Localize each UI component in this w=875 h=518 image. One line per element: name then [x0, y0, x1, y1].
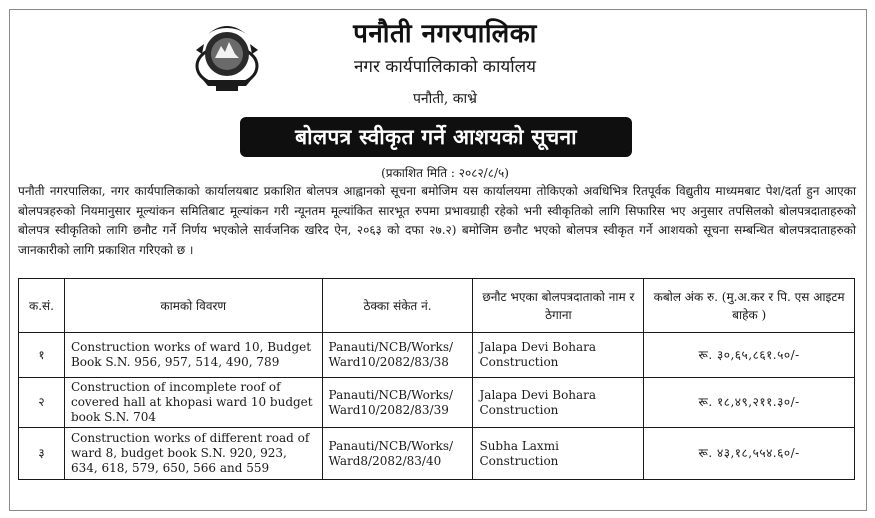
header-work-description: कामको विवरण [64, 279, 322, 333]
table-row [19, 333, 855, 378]
notice-banner-text: बोलपत्र स्वीकृत गर्ने आशयको सूचना [295, 125, 577, 149]
row-contract-number: Panauti/NCB/Works/ Ward10/2082/83/39 [322, 378, 473, 428]
table-row [19, 378, 855, 428]
table-header-row [19, 279, 855, 333]
notice-body-text: पनौती नगरपालिका, नगर कार्यपालिकाको कार्यालयबाट प्रकाशित बोलपत्र आह्वानको सूचना बमोजिम यस कार्यालयमा तोकिएको अवधिभित्र रितपूर्वक विद्युतीय माध्यमबाट पेश/दर्ता हुन आएका बोलपत्रहरुको नियमानुसार मूल्यांकन समितिबाट मूल्यांकन गरी न्यूनतम मूल्यांकित सारभूत रुपमा प्रभावग्राही रहेको भनी स्वीकृतिको लागि सिफारिस भए अनुसार तपसिलको बोलपत्रदाताहरुको बोलपत्र स्वीकृतिको लागि छनौट गर्ने निर्णय भएकोले सार्वजनिक खरिद ऐन, २०६३ को दफा २७.२) बमोजिम छनौट भएको बोलपत्र स्वीकृत गर्ने आशयको सूचना सम्बन्धित बोलपत्रदाताहरुको जानकारीको लागि प्रकाशित गरिएको छ । [18, 184, 856, 257]
bid-acceptance-table [18, 278, 855, 480]
header-contract-number: ठेक्का संकेत नं. [322, 279, 473, 333]
row-bid-amount: रू. १८,४९,२११.३०/- [644, 378, 855, 428]
row-work-description: Construction works of ward 10, Budget Book S.N. 956, 957, 514, 490, 789 [64, 333, 322, 378]
notice-banner [240, 117, 632, 157]
row-bidder: Jalapa Devi Bohara Construction [473, 333, 644, 378]
row-bid-amount: रू. ४३,१८,५५४.६०/- [644, 428, 855, 480]
publication-date: (प्रकाशित मिति : २०८२/८/५) [381, 166, 509, 180]
row-serial-number: १ [19, 333, 65, 378]
header-serial-number: क.सं. [19, 279, 65, 333]
row-bidder: Subha Laxmi Construction [473, 428, 644, 480]
row-work-description: Construction of incomplete roof of covered hall at khopasi ward 10 budget book S.N. 704 [64, 378, 322, 428]
row-bid-amount: रू. ३०,६५,८६१.५०/- [644, 333, 855, 378]
office-subtitle: नगर कार्यपालिकाको कार्यालय [353, 57, 537, 77]
office-location: पनौती, काभ्रे [412, 91, 478, 107]
header-bid-amount: कबोल अंक रु. (मु.अ.कर र पि. एस आइटम बाहेक ) [644, 279, 855, 333]
row-serial-number: २ [19, 378, 65, 428]
nepal-government-emblem-icon [186, 14, 268, 96]
row-contract-number: Panauti/NCB/Works/ Ward8/2082/83/40 [322, 428, 473, 480]
row-bidder: Jalapa Devi Bohara Construction [473, 378, 644, 428]
header-bidder-name-address: छनौट भएका बोलपत्रदाताको नाम र ठेगाना [473, 279, 644, 333]
row-work-description: Construction works of different road of ward 8, budget book S.N. 920, 923, 634, 618, 579, 650, 566 and 559 [64, 428, 322, 480]
row-contract-number: Panauti/NCB/Works/ Ward10/2082/83/38 [322, 333, 473, 378]
municipality-title: पनौती नगरपालिका [353, 19, 537, 49]
table-row [19, 428, 855, 480]
row-serial-number: ३ [19, 428, 65, 480]
